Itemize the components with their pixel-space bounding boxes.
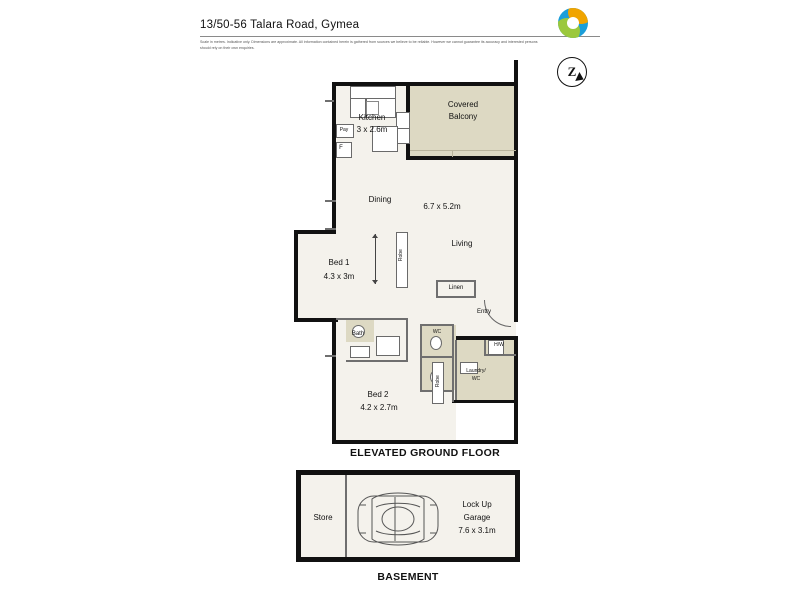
car-icon bbox=[352, 487, 444, 551]
balcony-label-line1: Covered bbox=[447, 100, 479, 109]
wall-linen-bottom bbox=[436, 296, 476, 298]
ground-floor-caption: ELEVATED GROUND FLOOR bbox=[350, 447, 500, 459]
living-dims: 6.7 x 5.2m bbox=[423, 202, 461, 211]
north-letter: Z bbox=[567, 64, 577, 79]
north-arrow-icon bbox=[557, 57, 587, 87]
bed1-dim-arrow-top bbox=[372, 234, 378, 238]
bed2-label: Bed 2 bbox=[367, 390, 389, 399]
wall-bed1-top bbox=[294, 230, 336, 234]
balcony-label-line2: Balcony bbox=[448, 112, 478, 121]
logo-center bbox=[567, 17, 579, 29]
wall-bath-right bbox=[406, 318, 408, 362]
vanity bbox=[350, 346, 370, 358]
living-label: Living bbox=[451, 239, 473, 248]
hot-water-label: H/W bbox=[494, 342, 504, 348]
kitchen-dims: 3 x 2.6m bbox=[356, 125, 388, 134]
wc-label: WC bbox=[432, 329, 442, 335]
wall-bath-top bbox=[336, 318, 408, 320]
wall-stub-c bbox=[325, 355, 336, 357]
kitchen-label: Kitchen bbox=[358, 113, 386, 122]
wall-wc-left bbox=[420, 324, 422, 392]
pantry-label: Pay bbox=[339, 127, 349, 133]
title-divider bbox=[200, 36, 600, 37]
wall-stub-a bbox=[325, 200, 336, 202]
balcony-post bbox=[452, 150, 453, 157]
bed1-dims: 4.3 x 3m bbox=[323, 272, 355, 281]
basement-wall-bottom bbox=[296, 557, 520, 562]
wall-bed1-left bbox=[294, 230, 298, 322]
fridge-label: F bbox=[339, 145, 343, 151]
laundry-label-line2: WC bbox=[471, 376, 481, 382]
wall-bottom bbox=[332, 440, 518, 444]
wall-left-bed2 bbox=[332, 318, 336, 444]
page-title: 13/50-56 Talara Road, Gymea bbox=[200, 19, 360, 31]
robe-bed1-label: Robe bbox=[397, 249, 404, 262]
wall-right-lower bbox=[514, 336, 518, 444]
disclaimer-text: Scale in metres. Indicative only. Dimensions are approximate. All information contained herein is gathered from sources we believe to be reliable. However we cannot guarantee its accuracy and interested persons should rely on their own enquiries. bbox=[200, 40, 538, 50]
garage-label-line1: Lock Up bbox=[462, 500, 492, 509]
wall-laundry-bottom bbox=[452, 400, 518, 403]
wall-stub-d bbox=[325, 100, 334, 102]
basement-wall-right bbox=[515, 470, 520, 562]
wall-right-upper bbox=[514, 60, 518, 322]
entry-label: Entry bbox=[476, 309, 491, 315]
brand-droplet-logo-icon bbox=[558, 8, 588, 38]
linen-label: Linen bbox=[448, 285, 464, 291]
robe-bed2-label: Robe bbox=[434, 375, 441, 388]
toilet-pan-upper bbox=[430, 336, 442, 350]
wall-left-dining bbox=[332, 160, 336, 232]
wall-stub-b bbox=[325, 228, 336, 230]
bath-label: Bath bbox=[351, 331, 365, 337]
wall-laundry-top bbox=[456, 336, 518, 340]
store-label: Store bbox=[313, 513, 333, 522]
wall-wc-top bbox=[420, 324, 454, 326]
basement-caption: BASEMENT bbox=[377, 571, 439, 583]
wall-balcony-bottom bbox=[410, 156, 518, 160]
basement-wall-top bbox=[296, 470, 520, 475]
garage-dims: 7.6 x 3.1m bbox=[458, 526, 496, 535]
garage-label-line2: Garage bbox=[463, 513, 491, 522]
laundry-label-line1: Laundry/ bbox=[466, 368, 486, 374]
wall-bath-bottom bbox=[346, 360, 408, 362]
wall-linen-top bbox=[436, 280, 474, 282]
bed1-label: Bed 1 bbox=[328, 258, 350, 267]
bathtub bbox=[376, 336, 400, 356]
dining-label: Dining bbox=[368, 195, 392, 204]
wall-wc-mid bbox=[420, 356, 454, 358]
balcony-edge-line bbox=[410, 150, 516, 151]
bed2-dims: 4.2 x 2.7m bbox=[360, 403, 398, 412]
